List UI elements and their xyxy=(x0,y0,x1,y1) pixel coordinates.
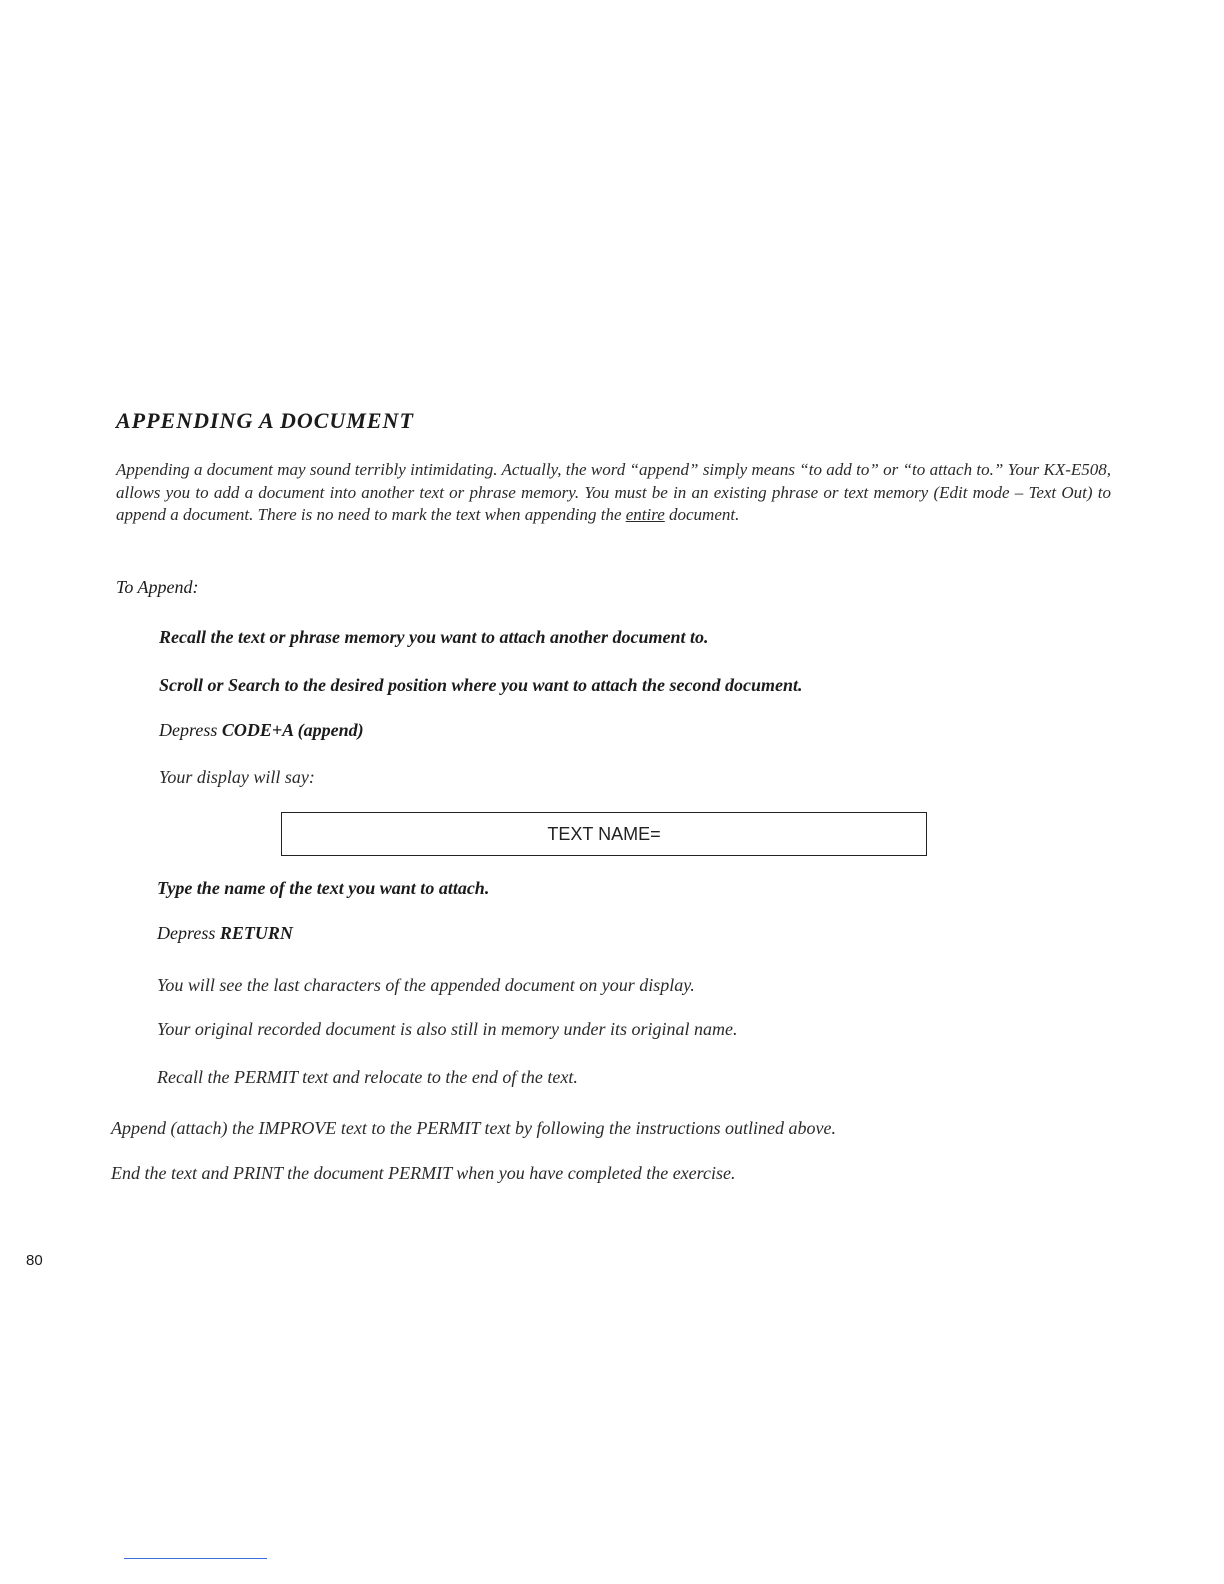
step-return-prefix: Depress xyxy=(157,923,220,943)
step-code-key: CODE+A xyxy=(221,720,294,740)
intro-text-before: Appending a document may sound terribly intimidating. Actually, the word “append” simply means “to add to” or “to attach to.” Your KX-E508, allows you to add a document into another text or phrase memory. You must be in an existing phrase or text memory (Edit mode – Text Out) to append a document. There is no need to mark the text when appending the xyxy=(116,460,1111,524)
step-recall-memory: Recall the text or phrase memory you want to attach another document to. xyxy=(159,627,709,647)
display-text: TEXT NAME= xyxy=(547,824,661,844)
step-display-will-say: Your display will say: xyxy=(159,767,315,787)
step-original-document: Your original recorded document is also still in memory under its original name. xyxy=(157,1019,738,1039)
exercise-append: Append (attach) the IMPROVE text to the PERMIT text by following the instructions outlined above. xyxy=(111,1118,837,1138)
step-depress-return xyxy=(157,923,293,944)
step-recall-permit: Recall the PERMIT text and relocate to the end of the text. xyxy=(157,1067,578,1087)
page-number: 80 xyxy=(26,1252,43,1269)
intro-underlined-word: entire xyxy=(625,505,665,524)
section-title: APPENDING A DOCUMENT xyxy=(116,408,414,433)
exercise-end-print: End the text and PRINT the document PERMIT when you have completed the exercise. xyxy=(111,1163,736,1183)
display-box xyxy=(281,812,927,856)
footer-rule xyxy=(124,1558,267,1559)
intro-text-after: document. xyxy=(664,505,740,524)
intro-paragraph xyxy=(116,459,1111,527)
step-code-suffix: (append) xyxy=(293,720,364,740)
step-depress-code-a xyxy=(159,720,364,741)
step-type-name: Type the name of the text you want to attach. xyxy=(157,878,490,898)
step-code-prefix: Depress xyxy=(159,720,222,740)
step-see-last-characters: You will see the last characters of the appended document on your display. xyxy=(157,975,695,995)
step-return-key: RETURN xyxy=(219,923,293,943)
step-scroll-search: Scroll or Search to the desired position where you want to attach the second document. xyxy=(159,675,803,695)
to-append-heading: To Append: xyxy=(116,577,199,597)
